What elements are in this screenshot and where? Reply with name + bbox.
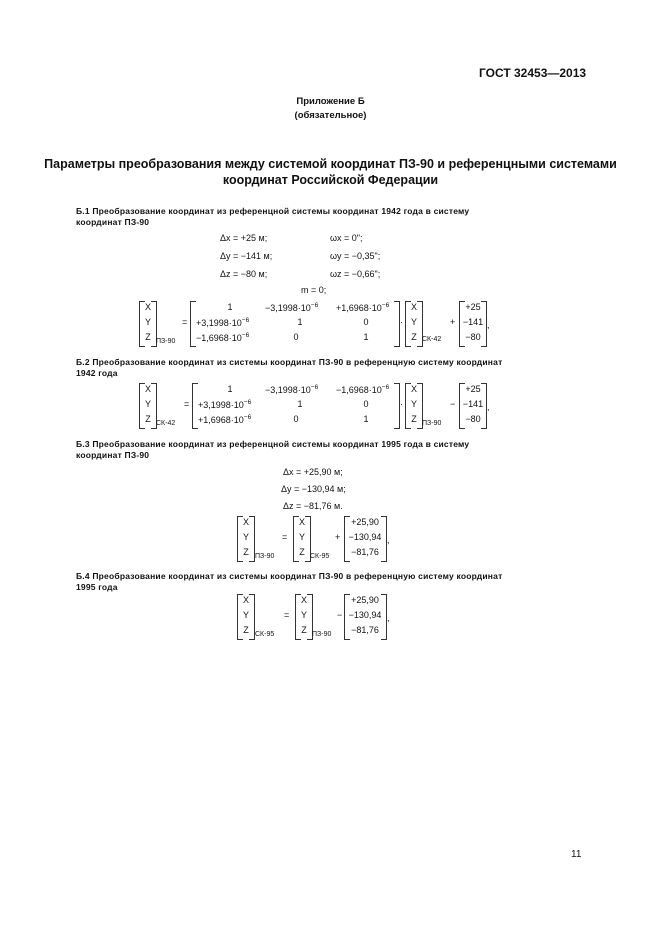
comma: , [387,613,390,623]
appendix-note: (обязательное) [294,110,367,121]
main-title-line2: координат Российской Федерации [222,173,439,187]
vec-y: Y [242,532,249,542]
minus-op: − [450,399,456,409]
vec-y: Y [410,399,417,409]
sub-pz: ПЗ-90 [156,338,176,345]
vec-y: Y [144,399,151,409]
shift-1: +25 [465,302,481,312]
plus-op: + [335,532,341,542]
section-b1-line1: Б.1 Преобразование координат из референцной системы координат 1942 года в систему [76,206,470,216]
m1-r3c2: 0 [293,332,299,342]
section-b2-line1: Б.2 Преобразование координат из системы координат ПЗ-90 в референцную систему координат [76,357,503,367]
sub-pz: ПЗ-90 [422,420,442,427]
section-b3-line2: координат ПЗ-90 [76,450,150,460]
dot-op: · [400,317,403,327]
comma: , [487,402,490,412]
m1-r2c2: 1 [297,317,303,327]
m1-r1c3: $+1,6968\cdot 10^{-6}$ [336,302,390,313]
plus-op: + [450,317,456,327]
m2-r3c1: $+1,6968\cdot 10^{-6}$ [198,414,252,425]
section-b3-line1: Б.3 Преобразование координат из референцной системы координат 1995 года в систему [76,439,470,449]
vec-x: X [242,517,249,527]
vec-z: Z [411,332,417,342]
vec-y: Y [298,532,305,542]
m2-r1c2: $-3,1998\cdot 10^{-6}$ [265,384,319,395]
m2-r2c3: 0 [363,399,369,409]
sub-pz: ПЗ-90 [255,553,275,560]
m2-r3c3: 1 [363,414,369,424]
vec-x: X [144,384,151,394]
m2-r1c3: $-1,6968\cdot 10^{-6}$ [336,384,390,395]
vec-z: Z [243,547,249,557]
vec-x: X [410,302,417,312]
b1-wz: ωz = −0,66"; [330,269,381,279]
m1-r2c1: $+3,1998\cdot 10^{-6}$ [196,317,250,328]
shift-2: −130,94 [348,532,382,542]
shift-2: −141 [462,317,484,327]
sub-ck42: СК-42 [156,420,176,427]
eq-sign: = [284,610,290,620]
vec-y: Y [410,317,417,327]
sub-pz: ПЗ-90 [312,631,332,638]
shift-3: −81,76 [351,625,379,635]
eq-sign: = [182,317,188,327]
m1-r3c3: 1 [363,332,369,342]
m1-r3c1: $-1,6968\cdot 10^{-6}$ [196,332,250,343]
shift-3: −81,76 [351,547,379,557]
m1-r1c2: $-3,1998\cdot 10^{-6}$ [265,302,319,313]
section-b2-line2: 1942 года [76,368,118,378]
b1-m: m = 0; [301,285,327,295]
section-b1-line2: координат ПЗ-90 [76,217,150,227]
dot-op: · [400,399,403,409]
m1-r2c3: 0 [363,317,369,327]
comma: , [487,320,490,330]
comma: , [387,535,390,545]
b1-wx: ωx = 0"; [330,233,363,243]
minus-op: − [337,610,343,620]
page-number: 11 [571,849,582,860]
vec-y: Y [144,317,151,327]
section-b4-line2: 1995 года [76,582,118,592]
shift-3: −80 [465,332,481,342]
eq-sign: = [282,532,288,542]
shift-2: −130,94 [348,610,382,620]
appendix-title: Приложение Б [296,96,365,107]
b1-wy: ωy = −0,35"; [330,251,381,261]
b1-dy: Δy = −141 м; [220,251,273,261]
vec-x: X [300,595,307,605]
b3-dz: Δz = −81,76 м. [283,501,343,511]
vec-z: Z [243,625,249,635]
shift-2: −141 [462,399,484,409]
main-title-line1: Параметры преобразования между системой координат ПЗ-90 и референцными системами [44,157,617,171]
sub-ck42: СК-42 [422,336,442,343]
vec-y: Y [242,610,249,620]
vec-z: Z [299,547,305,557]
b1-dz: Δz = −80 м; [220,269,268,279]
m2-r1c1: 1 [227,384,233,394]
shift-1: +25 [465,384,481,394]
m2-r3c2: 0 [293,414,299,424]
vec-x: X [410,384,417,394]
vec-y: Y [300,610,307,620]
shift-1: +25,90 [351,595,379,605]
b1-dx: Δx = +25 м; [220,233,268,243]
shift-3: −80 [465,414,481,424]
vec-z: Z [145,414,151,424]
sub-ck95: СК-95 [255,631,275,638]
b3-dx: Δx = +25,90 м; [283,467,343,477]
section-b4-line1: Б.4 Преобразование координат из системы координат ПЗ-90 в референцную систему координат [76,571,503,581]
sub-ck95: СК-95 [310,553,330,560]
b3-dy: Δy = −130,94 м; [281,484,346,494]
m2-r2c2: 1 [297,399,303,409]
vec-x: X [242,595,249,605]
eq-sign: = [184,399,190,409]
vec-z: Z [145,332,151,342]
m1-r1c1: 1 [227,302,233,312]
vec-z: Z [301,625,307,635]
m2-r2c1: $+3,1998\cdot 10^{-6}$ [198,399,252,410]
vec-z: Z [411,414,417,424]
shift-1: +25,90 [351,517,379,527]
vec-x: X [144,302,151,312]
standard-number: ГОСТ 32453—2013 [479,66,587,80]
vec-x: X [298,517,305,527]
